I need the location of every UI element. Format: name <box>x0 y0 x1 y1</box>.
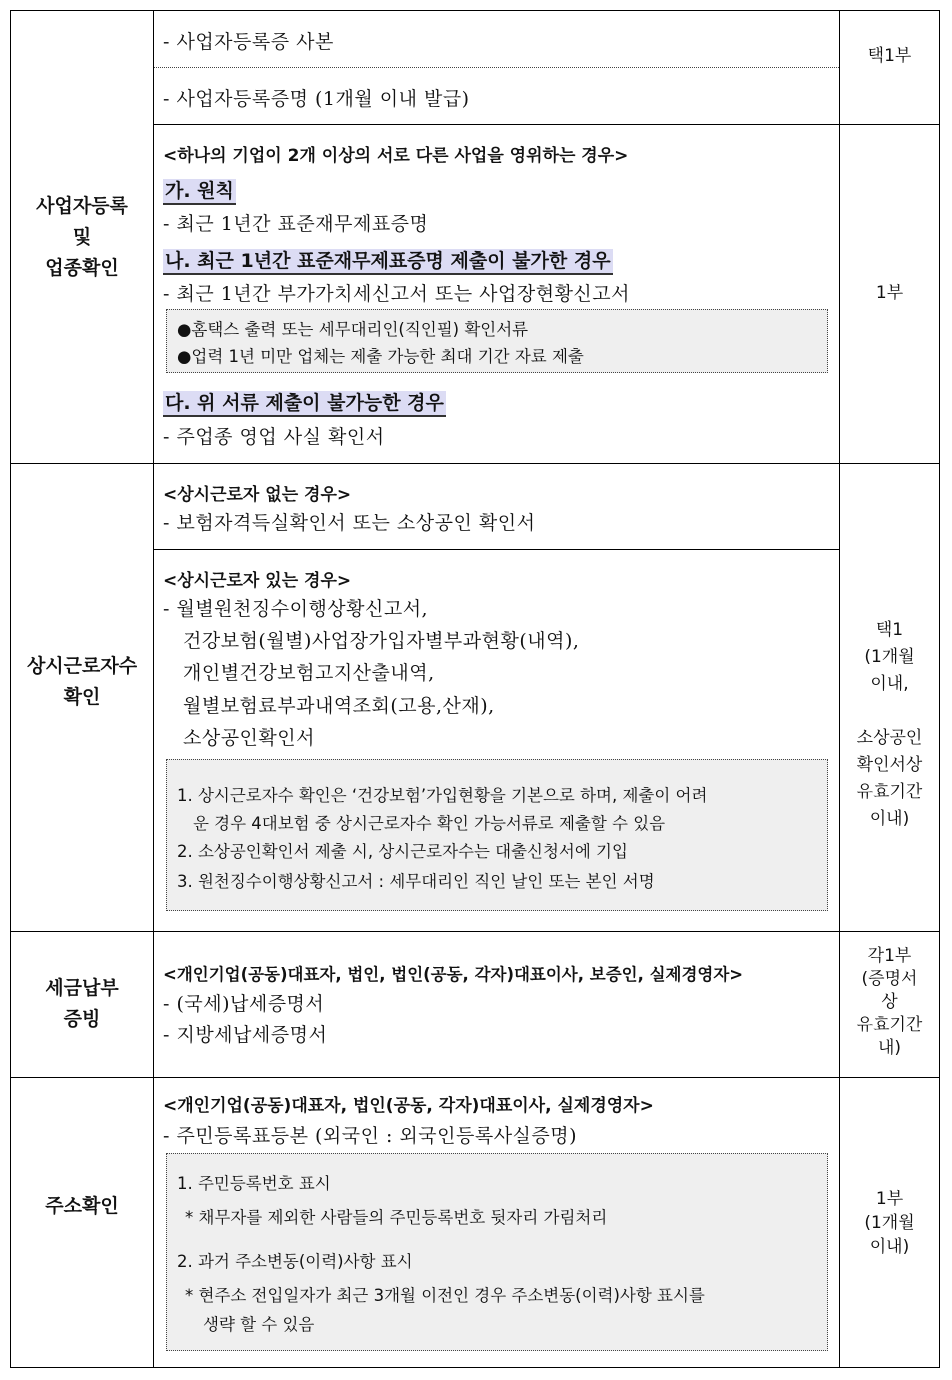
note-item: 3. 원천징수이행상황신고서 : 세무대리인 직인 날인 또는 본인 서명 <box>177 872 655 891</box>
tax-doc: - (국세)납세증명서 <box>163 993 325 1015</box>
has-workers-doc: 개인별건강보험고지산출내역, <box>183 662 435 684</box>
count-workers: 택1 (1개월 이내, 소상공인 확인서상 유효기간 이내) <box>856 620 923 829</box>
multi-business-header: <하나의 기업이 2개 이상의 서로 다른 사업을 영위하는 경우> <box>163 146 629 166</box>
count-tax: 각1부 (증명서 상 유효기간 내) <box>856 946 923 1058</box>
tax-header: <개인기업(공동)대표자, 법인, 법인(공동, 각자)대표이사, 보증인, 실제경영자> <box>163 965 744 984</box>
doc-business-registration-certificate: - 사업자등록증명 (1개월 이내 발급) <box>163 88 470 110</box>
requirements-table <box>10 10 940 1368</box>
note-item: * 현주소 전입일자가 최근 3개월 이전인 경우 주소변동(이력)사항 표시를 <box>185 1286 705 1305</box>
has-workers-header: <상시근로자 있는 경우> <box>163 571 352 591</box>
section-label-tax: 세금납부 증빙 <box>45 977 119 1030</box>
row-divider <box>839 124 939 125</box>
case-b-doc: - 최근 1년간 부가가치세신고서 또는 사업장현황신고서 <box>163 283 630 305</box>
column-divider <box>153 11 154 1367</box>
section-label-address: 주소확인 <box>45 1195 119 1217</box>
dotted-divider <box>154 67 839 68</box>
note-item: 2. 소상공인확인서 제출 시, 상시근로자수는 대출신청서에 기입 <box>177 842 628 861</box>
address-doc: - 주민등록표등본 (외국인 : 외국인등록사실증명) <box>163 1125 578 1147</box>
case-c-doc: - 주업종 영업 사실 확인서 <box>163 426 385 448</box>
row-divider <box>11 463 939 464</box>
workers-notes <box>166 759 828 911</box>
note-item: 2. 과거 주소변동(이력)사항 표시 <box>177 1252 413 1271</box>
note-item: 1. 상시근로자수 확인은 ‘건강보험’가입현황을 기본으로 하며, 제출이 어려 <box>177 786 708 805</box>
note-item: 1. 주민등록번호 표시 <box>177 1174 331 1193</box>
count-address: 1부 (1개월 이내) <box>864 1189 915 1257</box>
has-workers-doc: - 월별원천징수이행상황신고서, <box>163 598 429 620</box>
no-workers-header: <상시근로자 없는 경우> <box>163 485 352 505</box>
tax-doc: - 지방세납세증명서 <box>163 1024 328 1046</box>
note-item: 운 경우 4대보험 중 상시근로자수 확인 가능서류로 제출할 수 있음 <box>193 814 666 833</box>
row-divider <box>11 1077 939 1078</box>
row-divider <box>153 124 839 125</box>
note-item: ●업력 1년 미만 업체는 제출 가능한 최대 기간 자료 제출 <box>177 347 584 366</box>
case-c-title: 다. 위 서류 제출이 불가능한 경우 <box>163 391 446 417</box>
has-workers-doc: 소상공인확인서 <box>183 727 315 749</box>
case-a-doc: - 최근 1년간 표준재무제표증명 <box>163 213 429 235</box>
note-item: * 채무자를 제외한 사람들의 주민등록번호 뒷자리 가림처리 <box>185 1208 608 1227</box>
row-divider <box>11 931 939 932</box>
no-workers-doc: - 보험자격득실확인서 또는 소상공인 확인서 <box>163 512 536 534</box>
section-label-workers: 상시근로자수 확인 <box>26 655 138 708</box>
address-header: <개인기업(공동)대표자, 법인(공동, 각자)대표이사, 실제경영자> <box>163 1096 654 1116</box>
doc-business-registration-copy: - 사업자등록증 사본 <box>163 31 334 53</box>
case-b-notes <box>166 309 828 373</box>
case-b-title: 나. 최근 1년간 표준재무제표증명 제출이 불가한 경우 <box>163 249 613 275</box>
note-item: ●홈택스 출력 또는 세무대리인(직인필) 확인서류 <box>177 320 529 339</box>
has-workers-doc: 건강보험(월별)사업장가입자별부과현황(내역), <box>183 630 580 652</box>
section-label-business: 사업자등록 및 업종확인 <box>36 195 128 279</box>
case-a-title: 가. 원칙 <box>163 179 236 205</box>
has-workers-doc: 월별보험료부과내역조회(고용,산재), <box>183 695 495 717</box>
address-notes <box>166 1153 828 1351</box>
note-item: 생략 할 수 있음 <box>203 1315 315 1334</box>
row-divider <box>153 549 839 550</box>
count-business-multi: 1부 <box>875 283 904 303</box>
count-business-top: 택1부 <box>867 46 912 66</box>
